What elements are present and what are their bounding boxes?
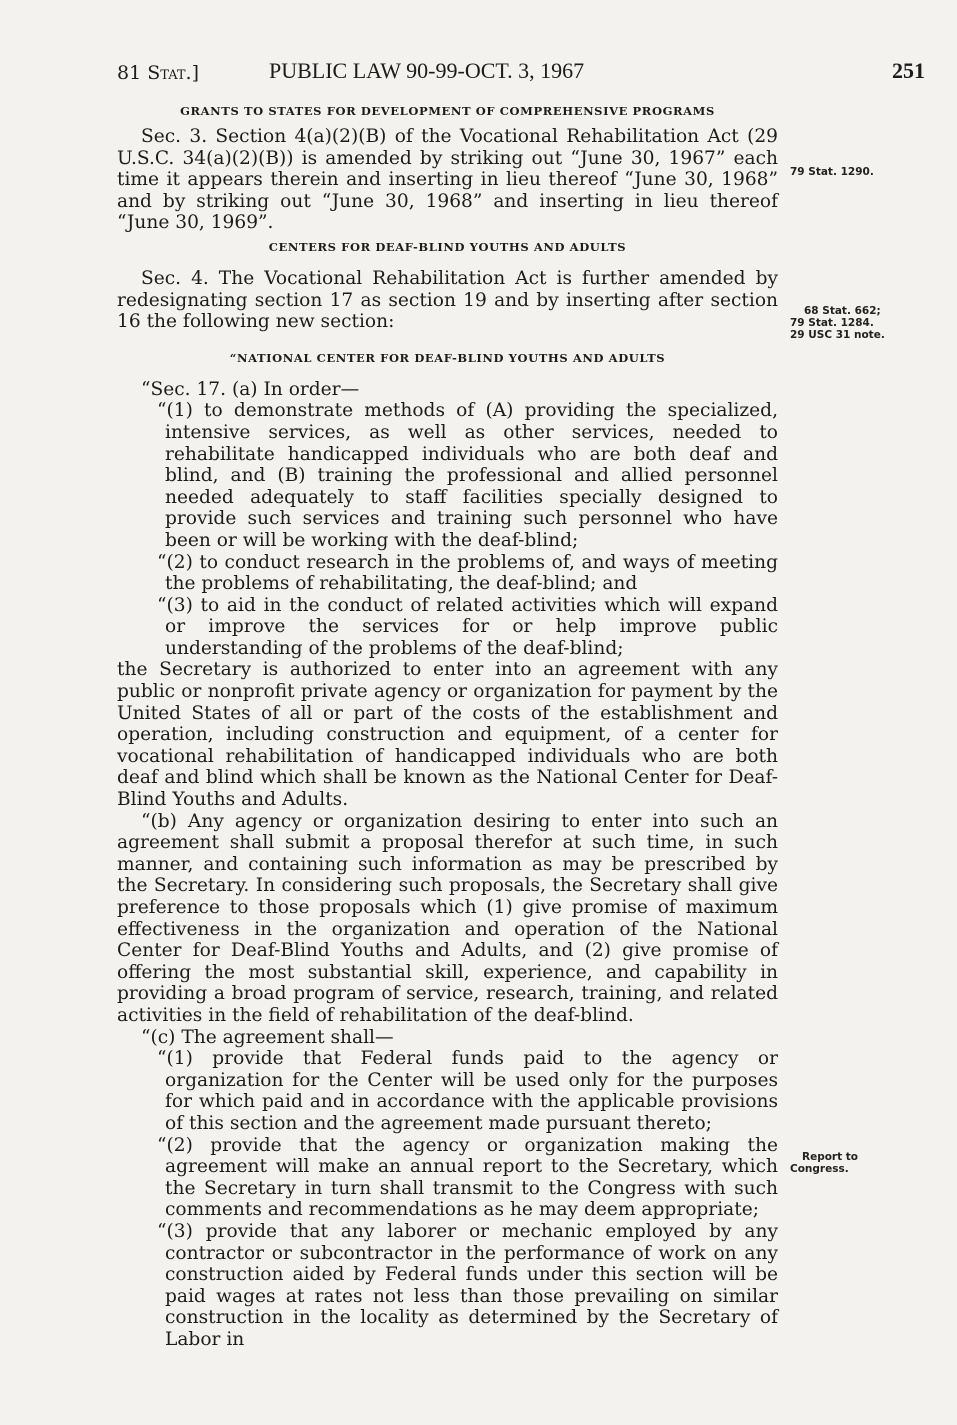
clause-a-tail: the Secretary is authorized to enter into an agreement with any public or nonprofit private agency or organization for payment by the United States of all or part of the costs of the establishment and operation, including construction and equipment, of a center for vocational rehabilitation of handicapped individuals who are both deaf and blind which shall be known as the National Center for Deaf-Blind Youths and Adults. <box>117 659 778 811</box>
margin-note-2 <box>790 305 930 341</box>
margin-note-3-line2: Congress. <box>790 1163 849 1175</box>
clause-c3: “(3) provide that any laborer or mechanic employed by any contractor or subcontractor in the performance of work on any construction aided by Federal funds under this section will be paid wages at rates not less than those prevailing on similar construction in the locality as determined by the Secretary of Labor in <box>157 1220 778 1350</box>
clause-c1: “(1) provide that Federal funds paid to the agency or organization for the Center will be used only for the purposes for which paid and in accordance with the applicable provisions of this section and the agreement made pursuant thereto; <box>157 1048 778 1134</box>
page-title: PUBLIC LAW 90-99-OCT. 3, 1967 <box>269 58 585 83</box>
section3-heading: GRANTS TO STATES FOR DEVELOPMENT OF COMPREHENSIVE PROGRAMS <box>180 104 715 118</box>
section4-text: Sec. 4. The Vocational Rehabilitation Act is further amended by redesignating section 17 as section 19 and by inserting after section 16 the following new section: <box>117 267 778 333</box>
clause-a3: “(3) to aid in the conduct of related activities which will expand or improve the services for or help improve public understanding of the problems of the deaf-blind; <box>157 594 778 659</box>
stat-volume: 81 Stat.] <box>117 62 199 84</box>
margin-note-2-line2: 79 Stat. 1284. <box>790 317 874 329</box>
margin-note-3 <box>790 1151 930 1175</box>
new-section-heading: “NATIONAL CENTER FOR DEAF-BLIND YOUTHS AND ADULTS <box>229 350 666 365</box>
body-text <box>117 104 778 1350</box>
page-number: 251 <box>892 58 925 83</box>
margin-note-2-line3: 29 USC 31 note. <box>790 329 885 341</box>
clause-b: “(b) Any agency or organization desiring to enter into such an agreement shall submit a proposal therefor at such time, in such manner, and containing such information as may be prescribed by the Secretary. In considering such proposals, the Secretary shall give preference to those proposals which (1) give promise of maximum effectiveness in the organization and operation of the National Center for Deaf-Blind Youths and Adults, and (2) give promise of offering the most substantial skill, experience, and capability in providing a broad program of service, research, training, and related activities in the field of rehabilitation of the deaf-blind. <box>117 810 778 1026</box>
clause-a1: “(1) to demonstrate methods of (A) providing the specialized, intensive services, as well as other services, needed to rehabilitate handicapped individuals who are both deaf and blind, and (B) training the professional and allied personnel needed adequately to staff facilities specially designed to provide such services and training such personnel who have been or will be working with the deaf-blind; <box>157 400 778 551</box>
page-header <box>117 58 925 92</box>
clause-a2: “(2) to conduct research in the problems of, and ways of meeting the problems of rehabilitating, the deaf-blind; and <box>157 551 778 595</box>
clause-c2: “(2) provide that the agency or organization making the agreement will make an annual report to the Secretary, which the Secretary in turn shall transmit to the Congress with such comments and recommendations as he may deem appropriate; <box>157 1134 778 1221</box>
margin-note-3-line1: Report to <box>802 1151 859 1163</box>
margin-note-2-line1: 68 Stat. 662; <box>804 305 881 317</box>
margin-note-1-text: 79 Stat. 1290. <box>790 166 874 178</box>
clause-c-intro: “(c) The agreement shall— <box>141 1026 394 1048</box>
section4-heading: CENTERS FOR DEAF-BLIND YOUTHS AND ADULTS <box>268 239 627 254</box>
sec17-intro: “Sec. 17. (a) In order— <box>141 378 360 400</box>
margin-note-1 <box>790 166 930 178</box>
section3-text: Sec. 3. Section 4(a)(2)(B) of the Vocational Rehabilitation Act (29 U.S.C. 34(a)(2)(B)) is amended by striking out “June 30, 1967” each time it appears therein and inserting in lieu thereof “June 30, 1968” and by striking out “June 30, 1968” and inserting in lieu thereof “June 30, 1969”. <box>117 126 778 234</box>
